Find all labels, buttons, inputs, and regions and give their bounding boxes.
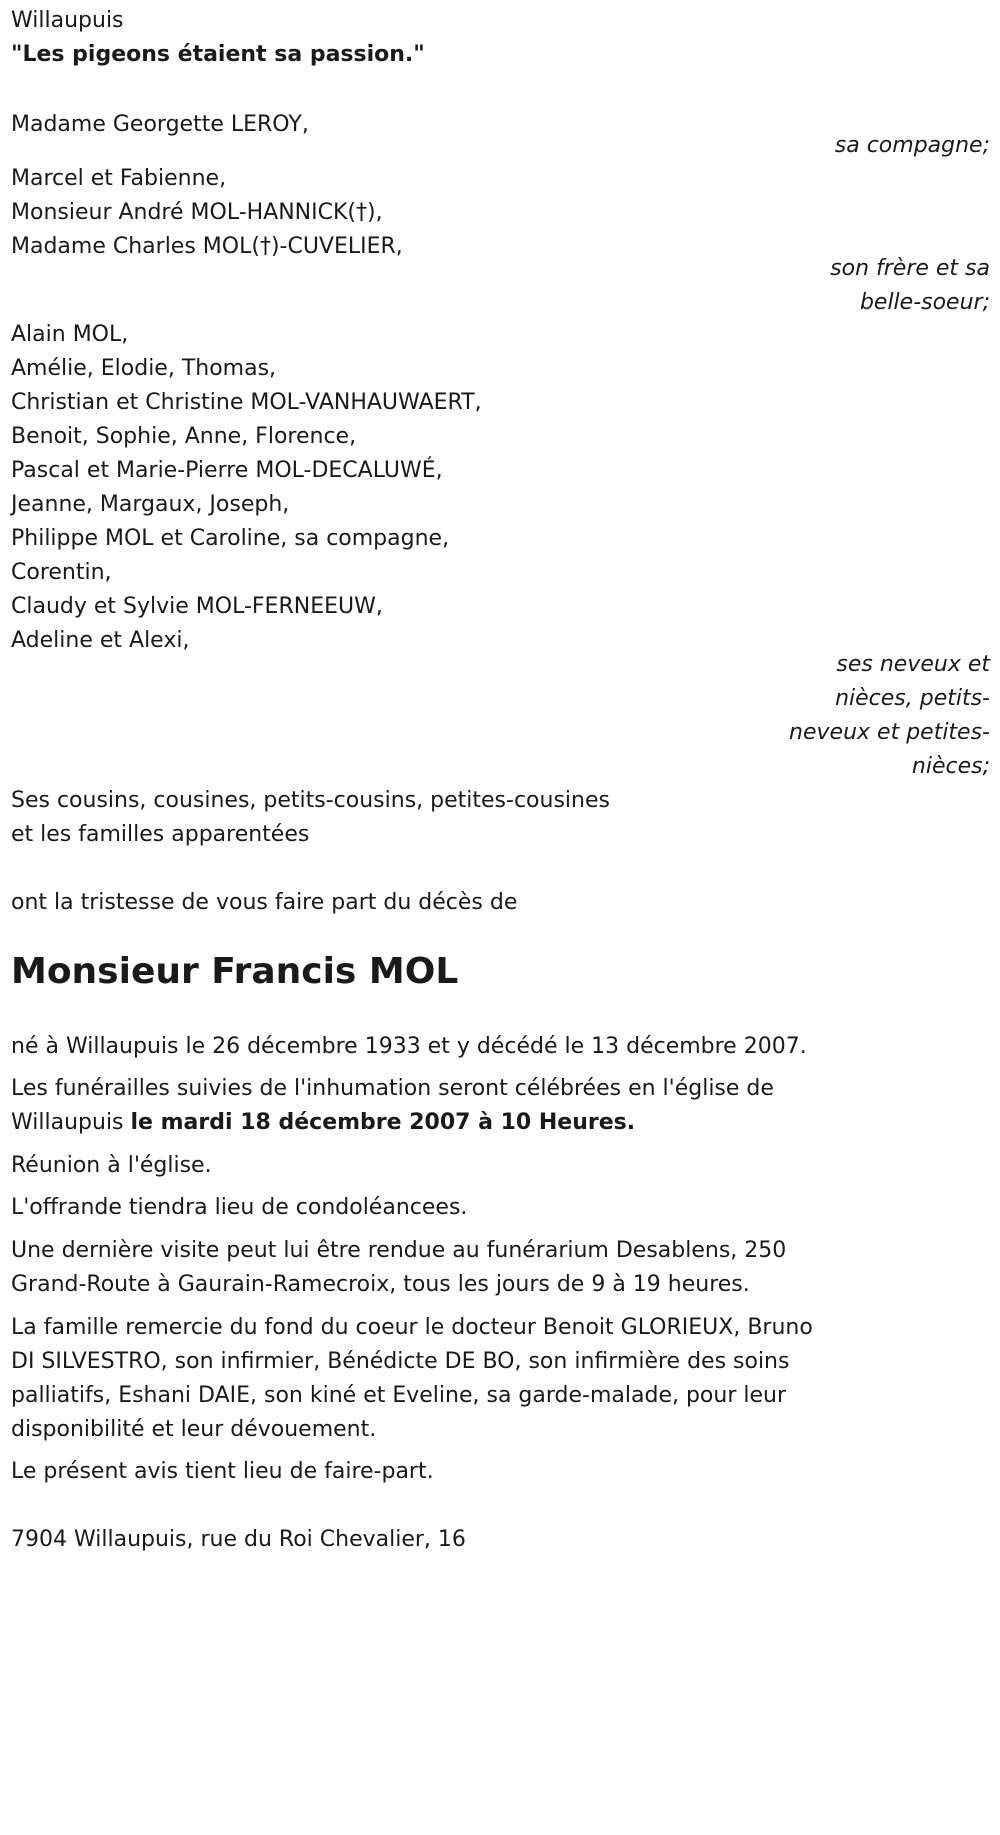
family-name-line: Monsieur André MOL-HANNICK(†), (11, 200, 383, 225)
place-heading: Willaupuis (11, 8, 124, 33)
family-name-line: Alain MOL, (11, 322, 129, 347)
visit-text: Grand-Route à Gaurain-Ramecroix, tous les jours de 9 à 19 heures. (11, 1272, 750, 1297)
relation-line: nièces, petits- (835, 686, 990, 711)
family-name-line: Claudy et Sylvie MOL-FERNEEUW, (11, 594, 383, 619)
relation-line: sa compagne; (834, 133, 990, 158)
funeral-place: Willaupuis (11, 1110, 131, 1135)
notice-text: Le présent avis tient lieu de faire-part. (11, 1459, 434, 1484)
relation-line: ses neveux et (836, 652, 990, 677)
relation-line: son frère et sa (830, 256, 990, 281)
family-name-line: Pascal et Marie-Pierre MOL-DECALUWÉ, (11, 458, 443, 483)
family-name-line: Jeanne, Margaux, Joseph, (11, 492, 290, 517)
cousins-line: et les familles apparentées (11, 822, 310, 847)
funeral-date-line (11, 1106, 635, 1140)
funeral-date: le mardi 18 décembre 2007 à 10 Heures. (130, 1110, 636, 1135)
thanks-text: La famille remercie du fond du coeur le docteur Benoit GLORIEUX, Bruno (11, 1315, 813, 1340)
family-name-line: Corentin, (11, 560, 112, 585)
meeting-text: Réunion à l'église. (11, 1153, 212, 1178)
thanks-text: palliatifs, Eshani DAIE, son kiné et Eveline, sa garde-malade, pour leur (11, 1383, 787, 1408)
family-name-line: Philippe MOL et Caroline, sa compagne, (11, 526, 450, 551)
family-name-line: Christian et Christine MOL-VANHAUWAERT, (11, 390, 482, 415)
relation-line: nièces; (911, 754, 990, 779)
visit-text: Une dernière visite peut lui être rendue au funérarium Desablens, 250 (11, 1238, 787, 1263)
thanks-text: DI SILVESTRO, son infirmier, Bénédicte DE BO, son infirmière des soins (11, 1349, 790, 1374)
deceased-name: Monsieur Francis MOL (11, 951, 459, 992)
relation-label (0, 129, 1000, 163)
relation-line: neveux et petites- (789, 720, 990, 745)
relation-label (0, 648, 1000, 784)
family-name-line: Madame Georgette LEROY, (11, 112, 309, 137)
relation-line: belle-soeur; (859, 290, 990, 315)
cousins-line: Ses cousins, cousines, petits-cousins, petites-cousines (11, 788, 610, 813)
relation-label (0, 252, 1000, 320)
thanks-text: disponibilité et leur dévouement. (11, 1417, 377, 1442)
family-name-line: Benoit, Sophie, Anne, Florence, (11, 424, 357, 449)
family-name-line: Amélie, Elodie, Thomas, (11, 356, 277, 381)
motto: "Les pigeons étaient sa passion." (11, 42, 425, 67)
announcement-text: ont la tristesse de vous faire part du décès de (11, 890, 518, 915)
funeral-text: Les funérailles suivies de l'inhumation seront célébrées en l'église de (11, 1076, 774, 1101)
address-text: 7904 Willaupuis, rue du Roi Chevalier, 16 (11, 1527, 466, 1552)
family-name-line: Adeline et Alexi, (11, 628, 190, 653)
family-name-line: Madame Charles MOL(†)-CUVELIER, (11, 234, 403, 259)
family-name-line: Marcel et Fabienne, (11, 166, 227, 191)
offering-text: L'offrande tiendra lieu de condoléancees. (11, 1195, 468, 1220)
birth-death-text: né à Willaupuis le 26 décembre 1933 et y décédé le 13 décembre 2007. (11, 1034, 807, 1059)
